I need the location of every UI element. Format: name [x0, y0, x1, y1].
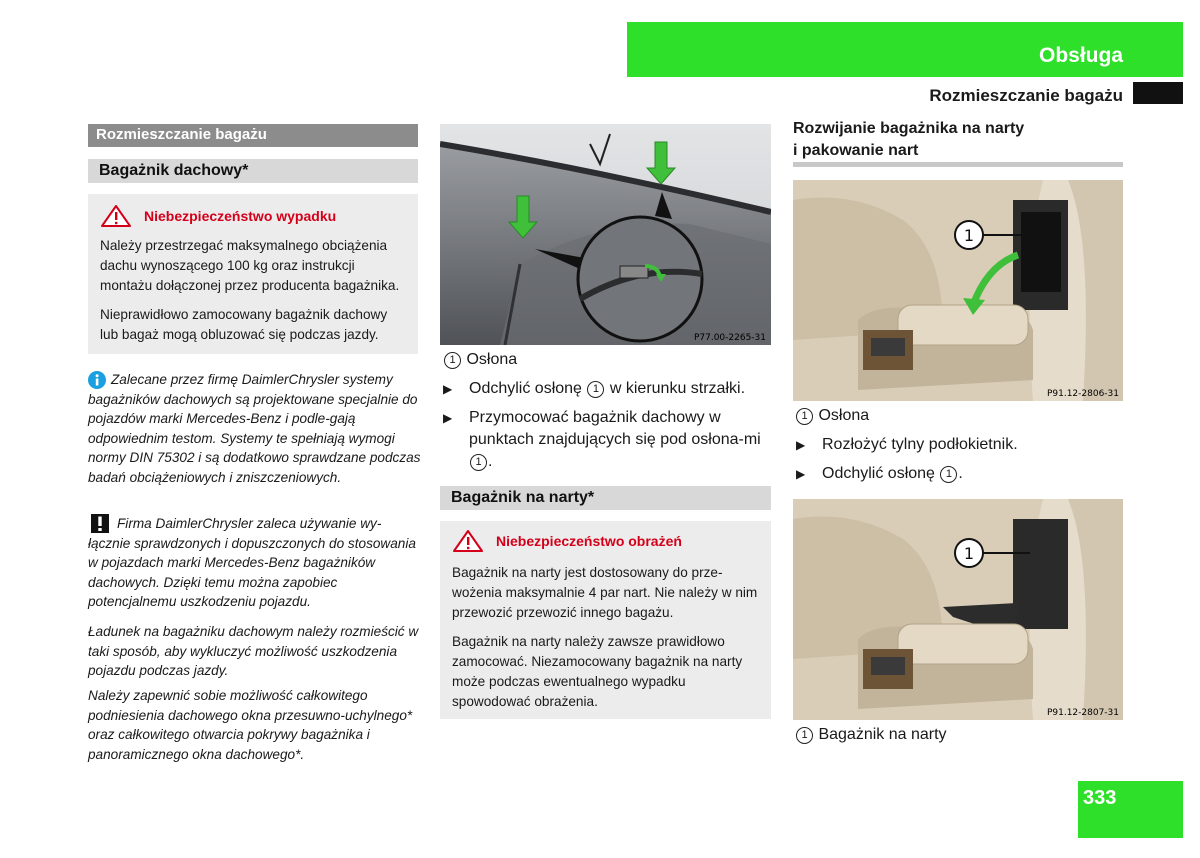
image-code: P91.12-2807-31 [1046, 708, 1119, 718]
warning-paragraph: Bagażnik na narty jest dostosowany do prze-wożenia maksymalnie 4 par nart. Nie należy w nim przewozić przewozić innego bagażu. [452, 565, 758, 620]
step-text: Przymocować bagażnik dachowy w punktach znajdujących się pod osłona-mi [469, 409, 761, 448]
header-marker [1133, 82, 1183, 104]
armrest-image [793, 180, 1123, 401]
callout-number: 1 [587, 381, 604, 398]
heading-rule [793, 162, 1123, 167]
step-text: . [958, 465, 963, 482]
callout-number: 1 [963, 226, 975, 245]
warning-box-accident [88, 194, 418, 354]
info-note [88, 370, 422, 487]
bullet-arrow-icon: ▶ [796, 467, 806, 481]
warning-header [452, 529, 760, 553]
callout-number: 1 [796, 727, 813, 744]
procedure-heading-line: i pakowanie nart [793, 142, 919, 159]
legend-label: Bagażnik na narty [818, 726, 947, 743]
subsection-bar-roof-rack: Bagażnik dachowy* [88, 159, 418, 183]
step-text: w kierunku strzałki. [609, 380, 746, 397]
section-title: Obsługa [1038, 44, 1123, 67]
bullet-arrow-icon: ▶ [443, 411, 453, 425]
warning-paragraph: Bagażnik na narty należy zawsze prawidłowo zamocować. Niezamocowany bagażnik na narty może podczas ewentualnego wypadku spowodować obrażenia. [452, 634, 743, 709]
warning-header [100, 204, 407, 228]
legend-label: Osłona [466, 351, 518, 368]
image-code: P91.12-2806-31 [1046, 389, 1119, 399]
callout-number: 1 [470, 454, 487, 471]
load-paragraph: Ładunek na bagażniku dachowym należy rozmieścić w taki sposób, aby wykluczyć możliwość uszkodzenia pojazdu podczas jazdy. [88, 624, 419, 678]
step-item [793, 463, 1123, 485]
step-text: Rozłożyć tylny podłokietnik. [822, 436, 1018, 453]
info-icon [88, 371, 106, 389]
roof-rack-illustration [440, 124, 771, 345]
image-code: P77.00-2265-31 [693, 333, 766, 343]
step-text: Odchylić osłonę [822, 465, 935, 482]
section-bar: Rozmieszczanie bagażu [88, 124, 418, 147]
procedure-heading-line: Rozwijanie bagażnika na narty [793, 120, 1025, 137]
warning-title: Niebezpieczeństwo wypadku [144, 208, 337, 224]
legend-item [443, 349, 517, 371]
warning-triangle-icon [452, 529, 484, 553]
subsection-title: Rozmieszczanie bagażu [929, 86, 1123, 105]
clearance-paragraph: Należy zapewnić sobie możliwość całkowitego podniesienia dachowego okna przesuwno-uchylnego* oraz całkowitego otwarcia pokrywy bagażnika i panoramicznego okna dachowego*. [88, 688, 413, 762]
caution-note-text: Firma DaimlerChrysler zaleca używanie wy-łącznie sprawdzonych i dopuszczonych do stosowania w pojazdach marki Mercedes-Benz bagażników dachowych. Dzięki temu można zapobiec potencjalnemu uszkodzeniu pojazdu. [88, 516, 416, 609]
callout-number: 1 [940, 466, 957, 483]
info-note-text: Zalecane przez firmę DaimlerChrysler systemy bagażników dachowych są projektowane specjalnie do pojazdów marki Mercedes-Benz i podle-gają odpowiednim testom. Systemy te spełniają wymogi normy DIN 75302 i są dodatkowo sprawdzane podczas badań obciążeniowych i zniszczeniowych. [88, 372, 421, 485]
step-item [440, 407, 775, 473]
armrest-photo-1 [793, 180, 1123, 401]
page-number: 333 [1078, 781, 1183, 838]
caution-note [88, 514, 422, 612]
step-text: Odchylić osłonę [469, 380, 582, 397]
ski-rack-image [793, 499, 1123, 720]
step-item [793, 434, 1123, 456]
exclamation-icon [91, 514, 109, 533]
bullet-arrow-icon: ▶ [443, 382, 453, 396]
bullet-arrow-icon: ▶ [796, 438, 806, 452]
step-text: . [488, 453, 493, 470]
callout-number: 1 [796, 408, 813, 425]
subsection-bar-ski-rack: Bagażnik na narty* [440, 486, 771, 510]
legend-item [795, 724, 947, 746]
car-roof-image [440, 124, 771, 345]
armrest-photo-2 [793, 499, 1123, 720]
legend-item [795, 405, 869, 427]
warning-title: Niebezpieczeństwo obrażeń [496, 533, 682, 549]
step-item [440, 378, 775, 400]
warning-paragraph: Nieprawidłowo zamocowany bagażnik dachowy lub bagaż mogą obluzować się podczas jazdy. [100, 307, 388, 342]
warning-box-injury [440, 521, 771, 719]
callout-number: 1 [444, 352, 461, 369]
warning-triangle-icon [100, 204, 132, 228]
procedure-heading [793, 118, 1123, 162]
callout-number: 1 [963, 544, 975, 563]
legend-label: Osłona [818, 407, 870, 424]
warning-paragraph: Należy przestrzegać maksymalnego obciążenia dachu wynoszącego 100 kg oraz instrukcji montażu dołączonej przez producenta bagażnika. [100, 238, 400, 293]
